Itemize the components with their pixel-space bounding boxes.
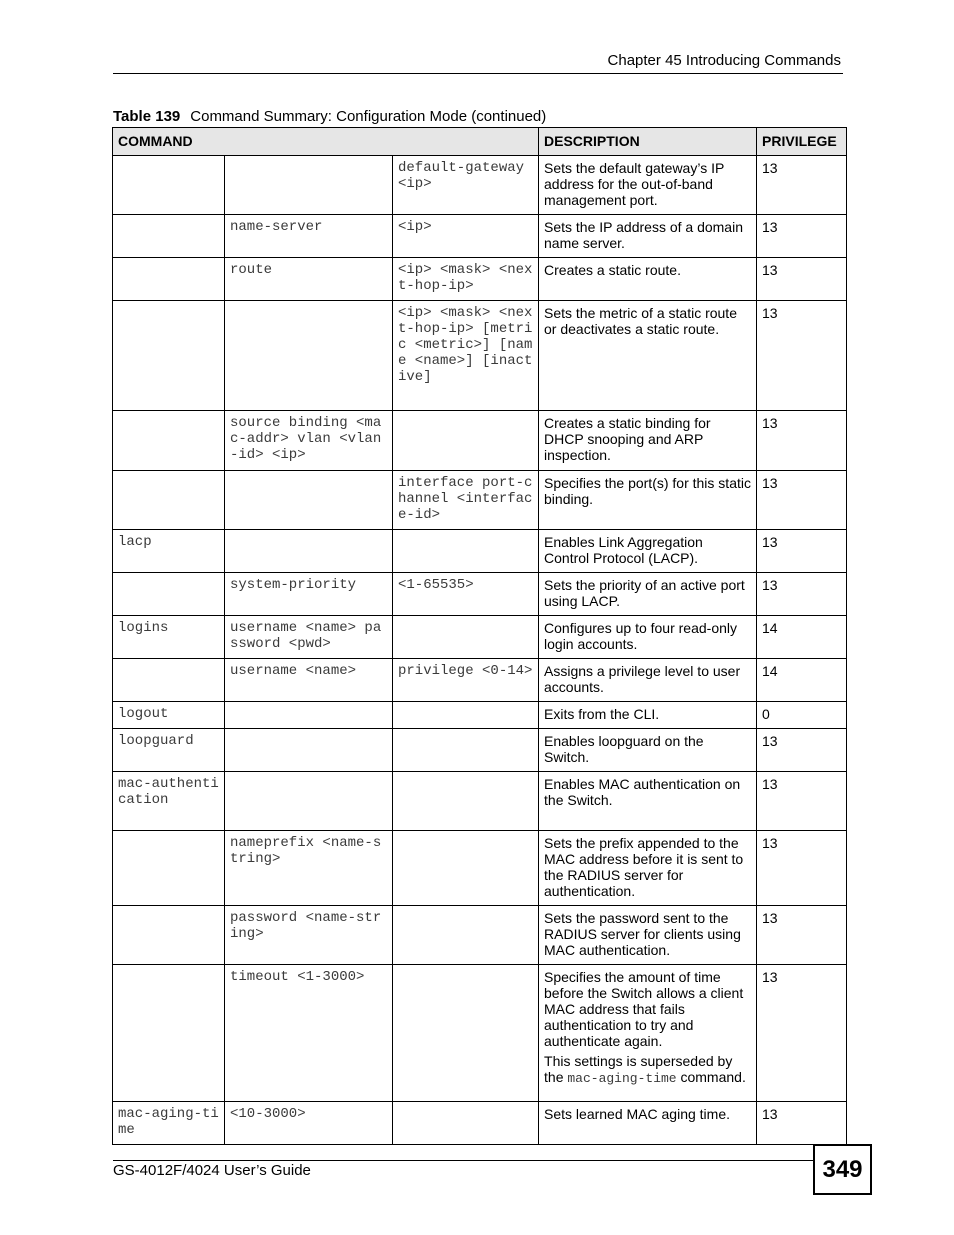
argument-cell xyxy=(393,831,539,906)
header-description: DESCRIPTION xyxy=(539,128,757,156)
description-cell xyxy=(539,965,757,1102)
table-row xyxy=(113,471,847,530)
privilege-cell: 13 xyxy=(757,411,847,471)
argument-cell xyxy=(393,1102,539,1145)
subcommand-cell: system-priority xyxy=(225,573,393,616)
command-cell: logout xyxy=(113,702,225,729)
description-cell: Configures up to four read-only login accounts. xyxy=(539,616,757,659)
command-cell xyxy=(113,659,225,702)
argument-cell: interface port-channel <interface-id> xyxy=(393,471,539,530)
table-row xyxy=(113,530,847,573)
command-cell xyxy=(113,156,225,215)
table-caption xyxy=(113,108,546,125)
description-cell: Sets the metric of a static route or deactivates a static route. xyxy=(539,301,757,411)
note-text-start: This settings is superseded by the xyxy=(544,1053,733,1085)
note-text-end: command. xyxy=(676,1069,746,1085)
description-cell: Sets the priority of an active port using LACP. xyxy=(539,573,757,616)
description-cell: Enables Link Aggregation Control Protocol (LACP). xyxy=(539,530,757,573)
subcommand-cell xyxy=(225,156,393,215)
subcommand-cell: name-server xyxy=(225,215,393,258)
argument-cell xyxy=(393,530,539,573)
argument-cell xyxy=(393,965,539,1102)
subcommand-cell: source binding <mac-addr> vlan <vlan-id> <ip> xyxy=(225,411,393,471)
command-cell: mac-authentication xyxy=(113,772,225,831)
description-cell: Sets the default gateway’s IP address for the out-of-band management port. xyxy=(539,156,757,215)
privilege-cell: 13 xyxy=(757,258,847,301)
argument-cell xyxy=(393,616,539,659)
argument-cell xyxy=(393,772,539,831)
command-cell xyxy=(113,965,225,1102)
description-cell: Creates a static binding for DHCP snooping and ARP inspection. xyxy=(539,411,757,471)
description-note xyxy=(544,1053,751,1087)
argument-cell: privilege <0-14> xyxy=(393,659,539,702)
table-row xyxy=(113,831,847,906)
privilege-cell: 14 xyxy=(757,659,847,702)
command-cell: lacp xyxy=(113,530,225,573)
command-cell: mac-aging-time xyxy=(113,1102,225,1145)
subcommand-cell xyxy=(225,471,393,530)
privilege-cell: 13 xyxy=(757,906,847,965)
command-cell xyxy=(113,301,225,411)
table-row xyxy=(113,156,847,215)
description-cell: Sets learned MAC aging time. xyxy=(539,1102,757,1145)
command-cell: loopguard xyxy=(113,729,225,772)
table-row xyxy=(113,258,847,301)
subcommand-cell xyxy=(225,301,393,411)
table-row xyxy=(113,772,847,831)
description-cell: Exits from the CLI. xyxy=(539,702,757,729)
description-cell: Enables MAC authentication on the Switch. xyxy=(539,772,757,831)
privilege-cell: 13 xyxy=(757,729,847,772)
page-number: 349 xyxy=(813,1144,872,1195)
argument-cell xyxy=(393,411,539,471)
table-row xyxy=(113,616,847,659)
subcommand-cell xyxy=(225,702,393,729)
table-row xyxy=(113,1102,847,1145)
privilege-cell: 13 xyxy=(757,215,847,258)
table-row xyxy=(113,702,847,729)
argument-cell xyxy=(393,729,539,772)
privilege-cell: 13 xyxy=(757,471,847,530)
description-cell: Sets the prefix appended to the MAC address before it is sent to the RADIUS server for authentication. xyxy=(539,831,757,906)
command-cell xyxy=(113,471,225,530)
privilege-cell: 13 xyxy=(757,573,847,616)
table-row xyxy=(113,573,847,616)
table-row xyxy=(113,215,847,258)
privilege-cell: 13 xyxy=(757,965,847,1102)
table-row xyxy=(113,301,847,411)
subcommand-cell xyxy=(225,530,393,573)
subcommand-cell xyxy=(225,729,393,772)
privilege-cell: 13 xyxy=(757,772,847,831)
chapter-header: Chapter 45 Introducing Commands xyxy=(607,52,841,69)
subcommand-cell: route xyxy=(225,258,393,301)
command-cell xyxy=(113,215,225,258)
header-rule xyxy=(113,73,843,74)
argument-cell: <1-65535> xyxy=(393,573,539,616)
privilege-cell: 13 xyxy=(757,156,847,215)
table-row xyxy=(113,729,847,772)
command-cell xyxy=(113,411,225,471)
privilege-cell: 14 xyxy=(757,616,847,659)
privilege-cell: 13 xyxy=(757,301,847,411)
description-paragraph: Specifies the amount of time before the Switch allows a client MAC address that fails authentication to try and authenticate again. xyxy=(544,969,744,1049)
argument-cell: default-gateway <ip> xyxy=(393,156,539,215)
table-row xyxy=(113,906,847,965)
command-summary-table xyxy=(112,127,847,1145)
privilege-cell: 13 xyxy=(757,831,847,906)
description-cell: Assigns a privilege level to user accounts. xyxy=(539,659,757,702)
argument-cell: <ip> <mask> <next-hop-ip> xyxy=(393,258,539,301)
description-cell: Sets the password sent to the RADIUS server for clients using MAC authentication. xyxy=(539,906,757,965)
description-cell: Sets the IP address of a domain name server. xyxy=(539,215,757,258)
table-row xyxy=(113,659,847,702)
privilege-cell: 0 xyxy=(757,702,847,729)
command-cell xyxy=(113,258,225,301)
command-cell: logins xyxy=(113,616,225,659)
guide-title: GS-4012F/4024 User’s Guide xyxy=(113,1162,311,1179)
footer-rule xyxy=(113,1160,813,1161)
description-cell: Creates a static route. xyxy=(539,258,757,301)
argument-cell: <ip> <mask> <next-hop-ip> [metric <metric>] [name <name>] [inactive] xyxy=(393,301,539,411)
subcommand-cell: nameprefix <name-string> xyxy=(225,831,393,906)
note-command-ref: mac-aging-time xyxy=(567,1071,677,1086)
table-caption-label: Table 139 xyxy=(113,108,181,125)
description-cell: Specifies the port(s) for this static binding. xyxy=(539,471,757,530)
argument-cell xyxy=(393,906,539,965)
subcommand-cell xyxy=(225,772,393,831)
command-cell xyxy=(113,906,225,965)
subcommand-cell: timeout <1-3000> xyxy=(225,965,393,1102)
subcommand-cell: username <name> xyxy=(225,659,393,702)
description-cell: Enables loopguard on the Switch. xyxy=(539,729,757,772)
privilege-cell: 13 xyxy=(757,1102,847,1145)
argument-cell: <ip> xyxy=(393,215,539,258)
command-cell xyxy=(113,831,225,906)
table-row xyxy=(113,965,847,1102)
header-command: COMMAND xyxy=(113,128,539,156)
argument-cell xyxy=(393,702,539,729)
privilege-cell: 13 xyxy=(757,530,847,573)
table-caption-title: Command Summary: Configuration Mode (continued) xyxy=(190,108,547,125)
table-header-row xyxy=(113,128,847,156)
table-row xyxy=(113,411,847,471)
header-privilege: PRIVILEGE xyxy=(757,128,847,156)
subcommand-cell: username <name> password <pwd> xyxy=(225,616,393,659)
command-cell xyxy=(113,573,225,616)
subcommand-cell: password <name-string> xyxy=(225,906,393,965)
subcommand-cell: <10-3000> xyxy=(225,1102,393,1145)
